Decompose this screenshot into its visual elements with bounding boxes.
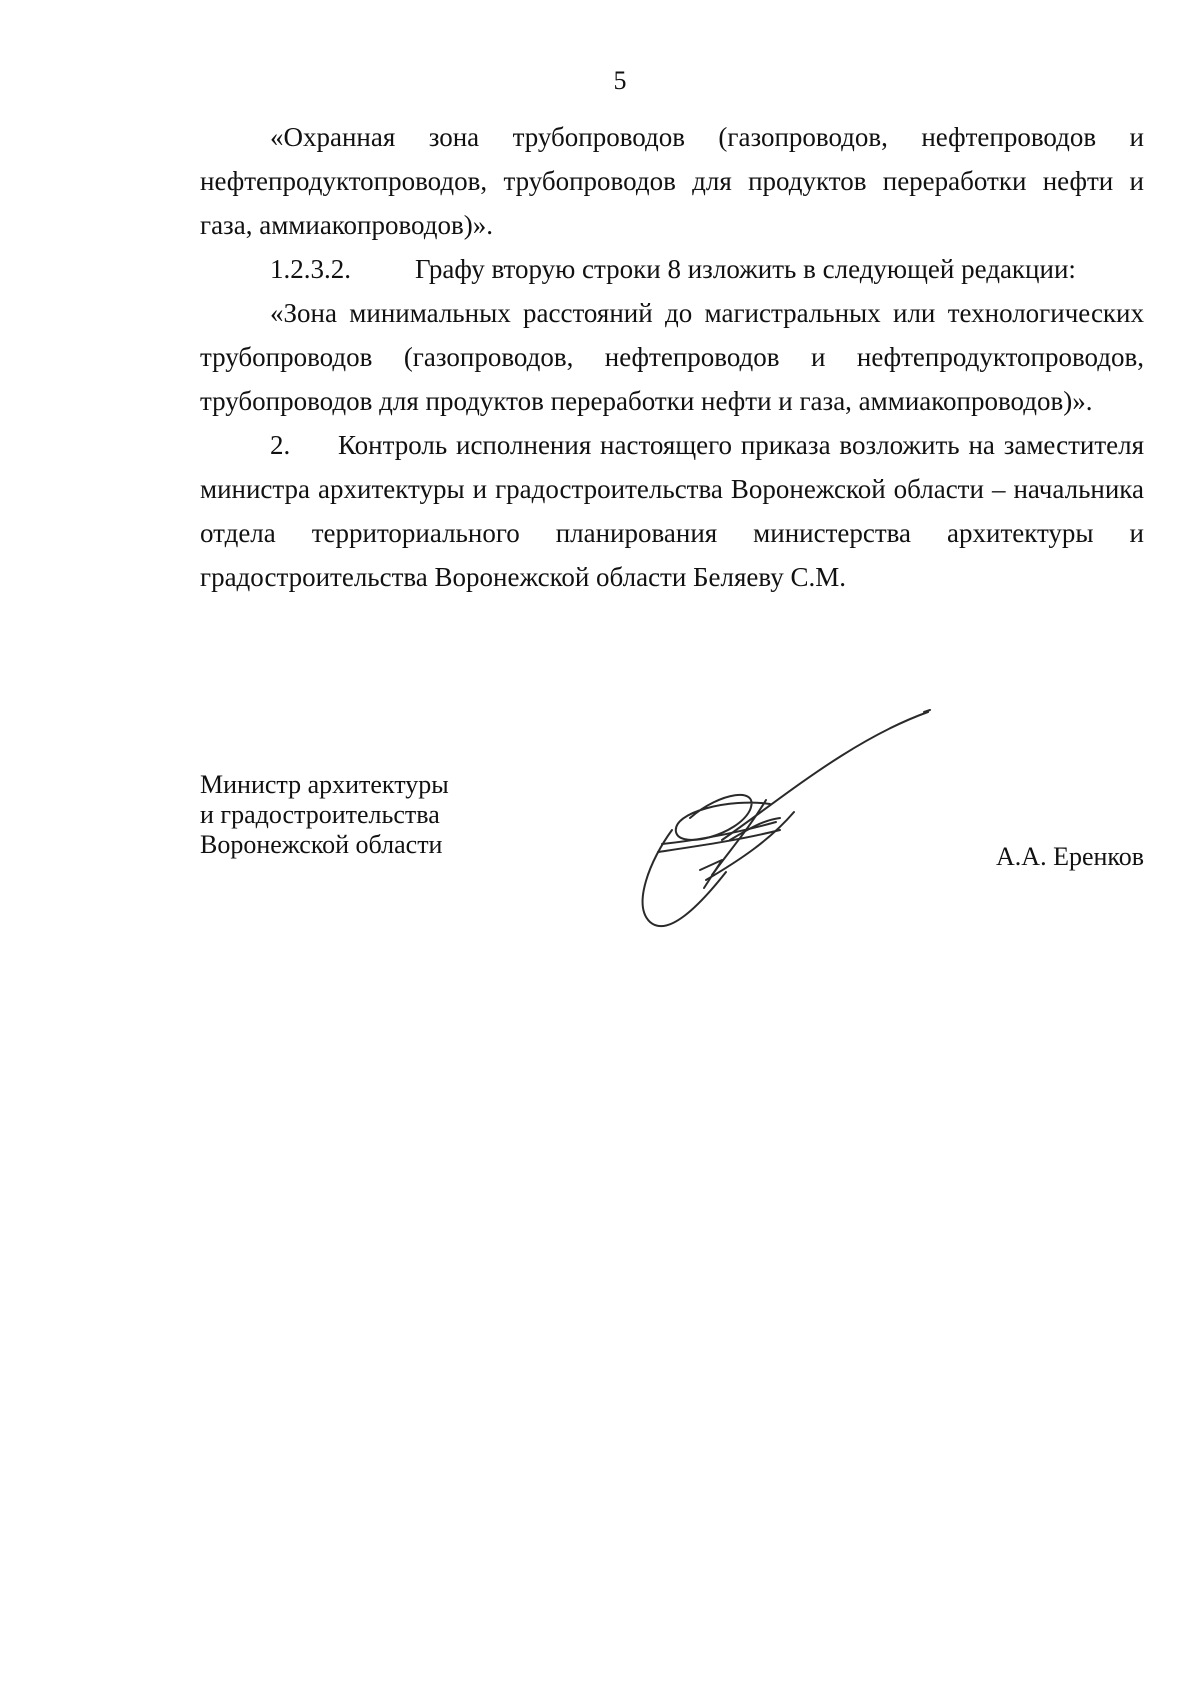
item-text: Контроль исполнения настоящего приказа возложить на заместителя министра архитектуры и градостроительства Воронежской области – начальника отдела территориального планирования министерства архитектуры и градостроительства Воронежской области Беляеву С.М. xyxy=(200,430,1144,592)
signatory-name: А.А. Еренков xyxy=(996,842,1144,871)
position-line: и градостроительства xyxy=(200,800,440,829)
item-number: 1.2.3.2. xyxy=(270,254,351,284)
position-line: Воронежской области xyxy=(200,830,443,859)
handwritten-signature-icon xyxy=(630,700,990,940)
paragraph-item-1-2-3-2 xyxy=(200,247,1144,291)
signatory-position xyxy=(200,770,449,860)
paragraph-control-clause xyxy=(200,423,1144,599)
item-text: Графу вторую строки 8 изложить в следующей редакции: xyxy=(415,254,1076,284)
paragraph-minimum-distance-zone: «Зона минимальных расстояний до магистральных или технологических трубопроводов (газопроводов, нефтепроводов и нефтепродуктопроводов, трубопроводов для продуктов переработки нефти и газа, аммиакопроводов)». xyxy=(200,298,1144,416)
page-number: 5 xyxy=(613,66,627,95)
paragraph-protection-zone: «Охранная зона трубопроводов (газопроводов, нефтепроводов и нефтепродуктопроводов, трубопроводов для продуктов переработки нефти и газа, аммиакопроводов)». xyxy=(200,122,1144,240)
position-line: Министр архитектуры xyxy=(200,770,449,799)
item-number: 2. xyxy=(270,430,291,460)
document-body xyxy=(200,115,1144,599)
